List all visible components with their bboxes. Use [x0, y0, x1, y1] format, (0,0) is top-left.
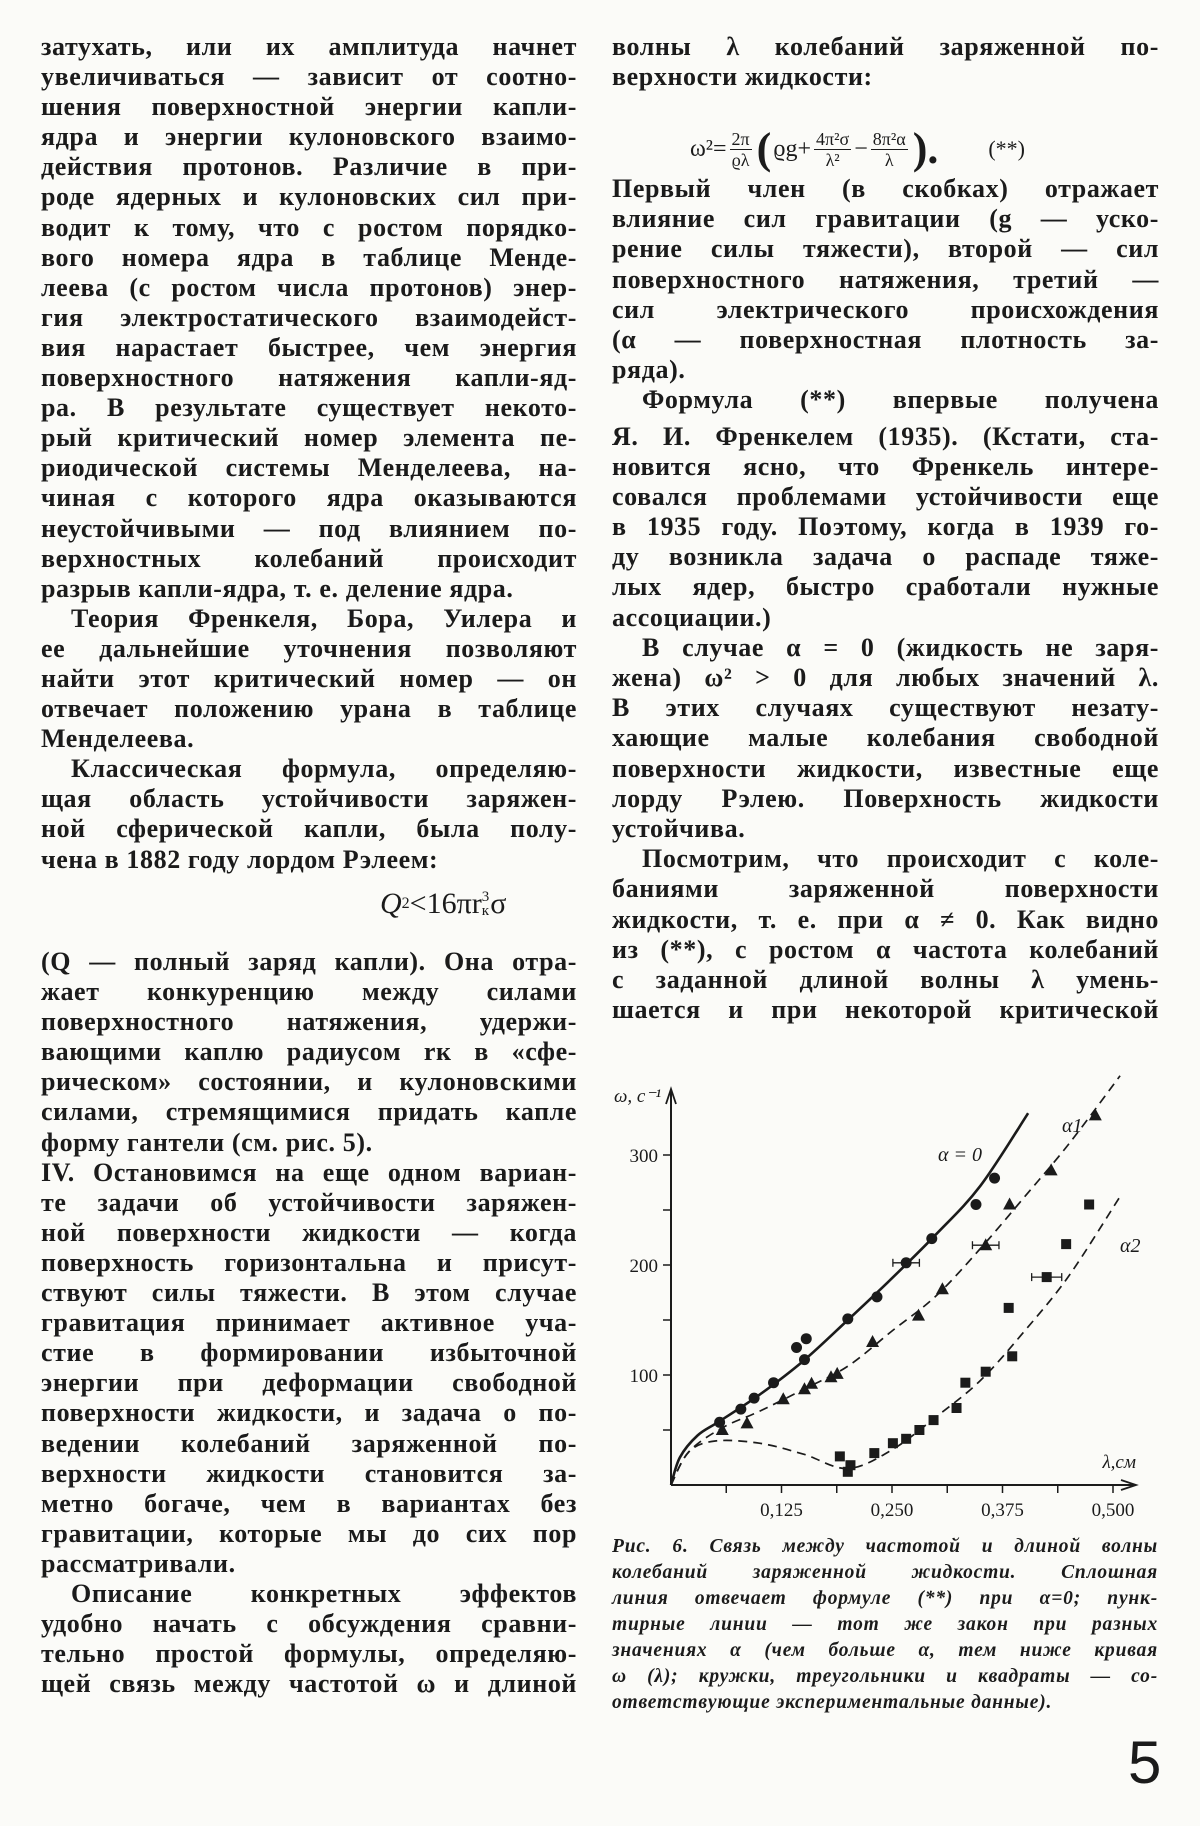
text-line: ра. В результате существует некото-: [41, 393, 577, 423]
data-point-circle: [871, 1291, 882, 1302]
text-line: риодической системы Менделеева, на-: [41, 453, 577, 483]
data-point-square: [929, 1415, 939, 1425]
formula-supsub: [482, 890, 490, 918]
text-line: жидкости, т. е. при α ≠ 0. Как видно: [612, 904, 1159, 934]
num: 8π²α: [872, 128, 906, 149]
data-point-circle: [799, 1354, 810, 1365]
data-point-circle: [901, 1257, 912, 1268]
text-line: Теория Френкеля, Бора, Уилера и: [71, 603, 577, 633]
y-tick-label: 200: [629, 1256, 658, 1277]
paren-open: (: [756, 124, 772, 173]
text-line: поверхность горизонтальна и присут-: [41, 1247, 577, 1277]
y-axis-label: ω, с⁻¹: [614, 1086, 662, 1107]
num: 4π²σ: [816, 128, 850, 149]
data-point-square: [1061, 1239, 1071, 1249]
fraction-2: [814, 130, 851, 169]
text-line: чена в 1882 году лордом Рэлеем:: [41, 844, 439, 874]
data-point-square: [1007, 1351, 1017, 1361]
data-point-square: [835, 1451, 845, 1461]
left-column-bottom: [41, 947, 577, 1699]
text-line: стие в формировании избыточной: [41, 1338, 577, 1368]
text-line: Классическая формула, определяю-: [71, 754, 577, 784]
text-line: В этих случаях существуют незату-: [612, 693, 1159, 723]
data-point-square: [869, 1448, 879, 1458]
text-line: ной поверхности жидкости — когда: [41, 1217, 577, 1247]
text-line: совался проблемами устойчивости еще: [612, 481, 1159, 511]
x-axis-label: λ,см: [1102, 1452, 1136, 1473]
caption-line: Рис. 6. Связь между частотой и длиной волны: [612, 1536, 1158, 1557]
fraction-1: [730, 130, 752, 169]
text-line: Первый член (в скобках) отражает: [612, 174, 1159, 203]
paren-close: ).: [912, 124, 939, 173]
formula-sigma: σ: [490, 887, 507, 920]
data-point-square: [888, 1438, 898, 1448]
text-line: ассоциации.): [612, 602, 772, 632]
x-tick-label: 0,125: [760, 1500, 803, 1521]
formula-lhs: ω²=: [690, 135, 727, 162]
text-line: ее дальнейшие уточнения позволяют: [41, 633, 577, 663]
text-line: затухать, или их амплитуда начнет: [41, 32, 577, 61]
text-line: чиная с которого ядра оказываются: [41, 483, 577, 513]
text-line: вающими каплю радиусом rк в «сфе-: [41, 1037, 577, 1067]
text-line: Менделеева.: [41, 724, 195, 754]
text-line: шается и при некоторой критической: [612, 995, 1159, 1025]
text-line: ной сферической капли, была полу-: [41, 814, 577, 844]
den: λ: [884, 149, 894, 170]
text-line: силами, стремящимися придать капле: [41, 1097, 577, 1127]
text-line: метно богаче, чем в вариантах без: [41, 1488, 577, 1518]
text-line: новится ясно, что Френкель интере-: [612, 451, 1159, 481]
text-line: удобно начать с обсуждения сравни-: [41, 1609, 577, 1639]
text-line: гравитации, которые мы до сих пор: [41, 1518, 577, 1548]
num: 2π: [731, 128, 750, 149]
data-point-triangle: [1045, 1163, 1058, 1175]
text-line: энергии при деформации свободной: [41, 1368, 577, 1398]
curve-alpha-1: [671, 1076, 1120, 1485]
text-line: (α — поверхностная плотность за-: [612, 324, 1159, 354]
data-point-square: [981, 1367, 991, 1377]
text-line: неустойчивыми — под влиянием по-: [41, 513, 577, 543]
page-number: 5: [1128, 1729, 1162, 1796]
text-line: верхностных колебаний происходит: [41, 543, 577, 573]
formula-q: Q: [380, 887, 402, 920]
text-line: из (**), с ростом α частота колебаний: [612, 934, 1159, 964]
caption-line: ω (λ); кружки, треугольники и квадраты — со-: [612, 1666, 1158, 1687]
data-point-square: [960, 1378, 970, 1388]
data-point-square: [952, 1403, 962, 1413]
text-line: устойчива.: [612, 813, 746, 843]
den: λ²: [825, 149, 840, 170]
formula-label: (**): [988, 136, 1025, 161]
formula-relation: <16π: [409, 887, 472, 920]
data-point-triangle: [1003, 1198, 1016, 1210]
text-line: лых ядер, быстро сработали нужные: [612, 572, 1159, 602]
data-point-circle: [749, 1393, 760, 1404]
data-point-triangle: [936, 1282, 949, 1294]
x-tick-label: 0,500: [1091, 1500, 1135, 1521]
text-line: влияние сил гравитации (g — уско-: [612, 204, 1159, 234]
text-line: рение силы тяжести), второй — сил: [612, 234, 1159, 264]
text-line: поверхности жидкости, известные еще: [612, 753, 1159, 783]
data-point-square: [1042, 1272, 1052, 1282]
left-column-top: [41, 32, 577, 875]
text-line: вия нарастает быстрее, чем энергия: [41, 332, 577, 362]
text-line: ствуют силы тяжести. В этом случае: [41, 1278, 577, 1308]
text-line: найти этот критический номер — он: [41, 663, 577, 693]
data-point-square: [1004, 1303, 1014, 1313]
text-line: леева (с ростом числа протонов) энер-: [41, 272, 577, 302]
text-line: сил электрического происхождения: [612, 294, 1159, 324]
text-line: хающие малые колебания свободной: [612, 723, 1159, 753]
caption-line: тирные линии — тот же закон при разных: [612, 1614, 1158, 1635]
right-column-top: [612, 32, 1159, 92]
data-point-circle: [926, 1233, 937, 1244]
x-tick-label: 0,250: [870, 1500, 914, 1521]
right-column-bottom: [612, 174, 1159, 1025]
text-line: гия электростатического взаимодейст-: [41, 302, 577, 332]
data-point-triangle: [831, 1367, 844, 1379]
data-point-square: [845, 1460, 855, 1470]
text-line: волны λ колебаний заряженной по-: [612, 32, 1159, 61]
data-point-circle: [970, 1199, 981, 1210]
text-line: разрыв капли-ядра, т. е. деление ядра.: [41, 573, 514, 603]
text-line: жает конкуренцию между силами: [41, 977, 577, 1007]
text-line: поверхности жидкости, и задача о по-: [41, 1398, 577, 1428]
y-tick-label: 100: [629, 1366, 658, 1387]
data-point-circle: [735, 1404, 746, 1415]
formula-exp-3: 3: [481, 889, 490, 905]
figure-6-chart: [600, 1070, 1180, 1530]
text-line: шения поверхностной энергии капли-: [41, 92, 577, 122]
data-point-square: [1084, 1200, 1094, 1210]
text-line: верхности жидкости становится за-: [41, 1458, 577, 1488]
text-line: поверхностного натяжения, третий —: [612, 264, 1159, 294]
caption-line: значениях α (чем больше α, тем ниже кривая: [612, 1640, 1158, 1661]
formula-term-gravity: ϱg+: [773, 135, 812, 162]
caption-line: колебаний заряженной жидкости. Сплошная: [612, 1562, 1158, 1583]
rayleigh-formula: [380, 887, 506, 921]
caption-line: ответствующие экспериментальные данные).: [612, 1692, 1053, 1713]
formula-exp: 2: [401, 895, 410, 912]
text-line: отвечает положению урана в таблице: [41, 694, 577, 724]
text-line: ду возникла задача о распаде тяже-: [612, 542, 1159, 572]
text-line: в 1935 году. Поэтому, когда в 1939 го-: [612, 512, 1159, 542]
text-line: тельно простой формулы, определяю-: [41, 1639, 577, 1669]
formula-minus: −: [854, 135, 868, 162]
curve-label: α1: [1062, 1115, 1083, 1137]
text-line: вого номера ядра в таблице Менде-: [41, 242, 577, 272]
data-point-square: [914, 1425, 924, 1435]
text-line: В случае α = 0 (жидкость не заря-: [642, 632, 1159, 662]
text-line: ряда).: [612, 355, 686, 385]
den: ϱλ: [731, 149, 750, 170]
text-line: роде ядерных и кулоновских сил при-: [41, 182, 577, 212]
text-line: ведении колебаний заряженной по-: [41, 1428, 577, 1458]
text-line: рый критический номер элемента пе-: [41, 423, 577, 453]
figure-caption: [612, 1534, 1158, 1716]
text-line: IV. Остановимся на еще одном вариан-: [41, 1157, 577, 1187]
text-line: ядра и энергии кулоновского взаимо-: [41, 122, 577, 152]
text-line: щей связь между частотой ω и длиной: [41, 1669, 577, 1699]
data-point-circle: [842, 1313, 853, 1324]
data-point-circle: [801, 1333, 812, 1344]
text-line: поверхностного натяжения, удержи-: [41, 1007, 577, 1037]
text-line: увеличиваться — зависит от соотно-: [41, 62, 577, 92]
dispersion-formula: [690, 126, 1025, 172]
text-line: баниями заряженной поверхности: [612, 874, 1159, 904]
text-line: лорду Рэлею. Поверхность жидкости: [612, 783, 1159, 813]
text-line: с заданной длиной волны λ умень-: [612, 964, 1159, 994]
y-tick-label: 300: [629, 1146, 658, 1167]
data-point-square: [901, 1434, 911, 1444]
text-line: верхности жидкости:: [612, 62, 873, 92]
data-point-circle: [791, 1342, 802, 1353]
text-line: водит к тому, что с ростом порядко-: [41, 212, 577, 242]
text-line: Формула (**) впервые получена: [642, 385, 1159, 415]
text-line: рассматривали.: [41, 1548, 236, 1578]
text-line: форму гантели (см. рис. 5).: [41, 1127, 373, 1157]
text-line: (Q — полный заряд капли). Она отра-: [41, 947, 577, 976]
text-line: Я. И. Френкелем (1935). (Кстати, ста-: [612, 421, 1159, 451]
text-line: жена) ω² > 0 для любых значений λ.: [612, 663, 1159, 692]
data-point-triangle: [741, 1416, 754, 1428]
text-line: те задачи об устойчивости заряжен-: [41, 1187, 577, 1217]
data-point-triangle: [979, 1238, 992, 1250]
data-point-circle: [768, 1377, 779, 1388]
text-line: щая область устойчивости заряжен-: [41, 784, 577, 814]
data-point-triangle: [866, 1335, 879, 1347]
curve-label: α2: [1120, 1235, 1141, 1257]
text-line: действия протонов. Различие в при-: [41, 152, 577, 182]
formula-sub-k: к: [481, 903, 490, 919]
text-line: Посмотрим, что происходит с коле-: [642, 844, 1159, 874]
formula-r: r: [471, 887, 482, 920]
x-tick-label: 0,375: [981, 1500, 1024, 1521]
caption-line: линия отвечает формуле (**) при α=0; пунк-: [612, 1588, 1158, 1609]
curve-label: α = 0: [938, 1144, 982, 1166]
text-line: гравитация принимает активное уча-: [41, 1308, 577, 1338]
text-line: Описание конкретных эффектов: [71, 1578, 577, 1608]
text-line: рическом» состоянии, и кулоновскими: [41, 1067, 577, 1097]
text-line: поверхностного натяжения капли-яд-: [41, 363, 577, 393]
fraction-3: [871, 130, 908, 169]
data-point-circle: [989, 1173, 1000, 1184]
